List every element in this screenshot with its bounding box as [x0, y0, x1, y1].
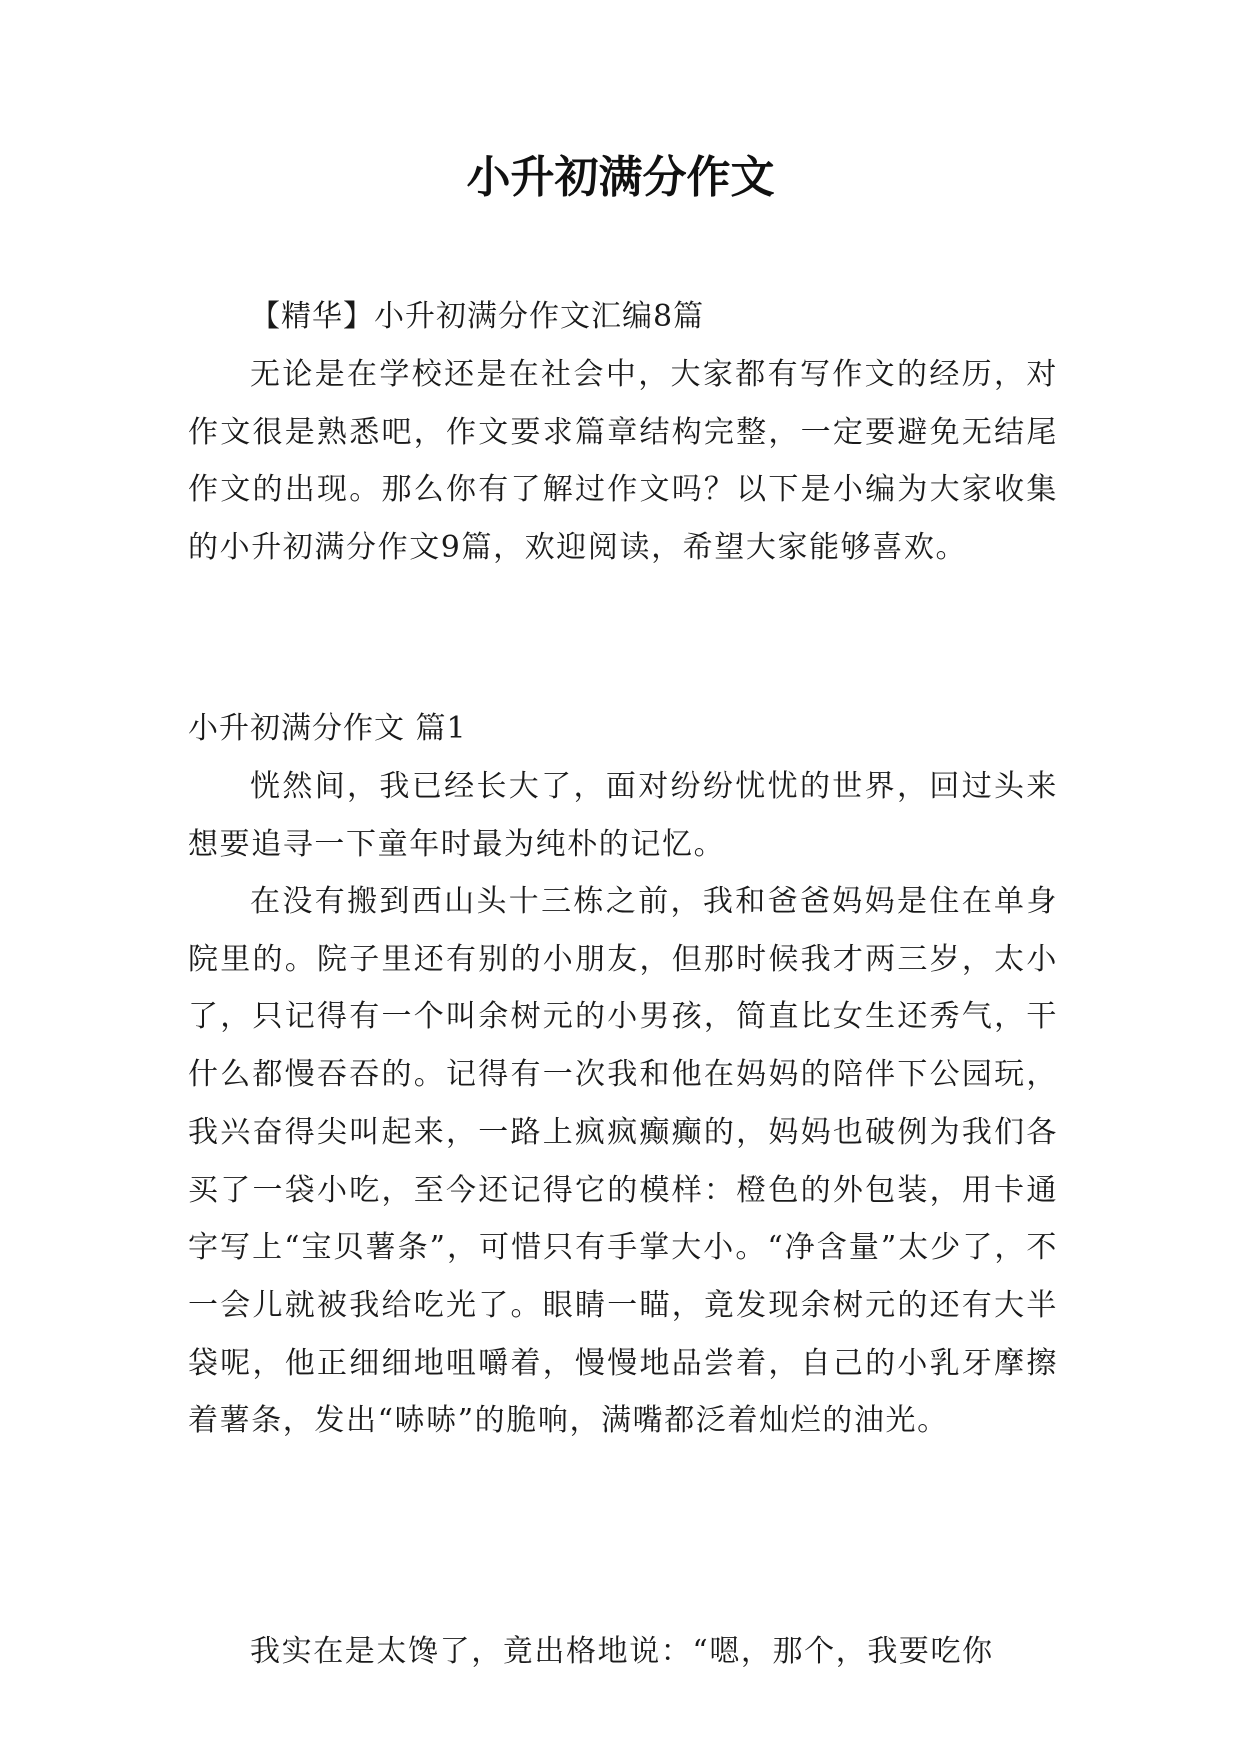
paragraph-3: 我实在是太馋了，竟出格地说：“嗯，那个，我要吃你 [250, 1634, 994, 1669]
document-subtitle: 【精华】小升初满分作文汇编8篇 [250, 299, 705, 334]
paragraph-2: 在没有搬到西山头十三栋之前，我和爸爸妈妈是住在单身院里的。院子里还有别的小朋友，但那时候我才两三岁，太小了，只记得有一个叫余树元的小男孩，简直比女生还秀气，干什么都慢吞吞的。记得有一次我和他在妈妈的陪伴下公园玩，我兴奋得尖叫起来，一路上疯疯癫癫的，妈妈也破例为我们各买了一袋小吃，至今还记得它的模样：橙色的外包装，用卡通字写上“宝贝薯条”，可惜只有手掌大小。“净含量”太少了，不一会儿就被我给吃光了。眼睛一瞄，竟发现余树元的还有大半袋呢，他正细细地咀嚼着，慢慢地品尝着，自己的小乳牙摩擦着薯条，发出“哧哧”的脆响，满嘴都泛着灿烂的油光。 [188, 884, 1058, 1439]
paragraph-1: 恍然间，我已经长大了，面对纷纷忧忧的世界，回过头来想要追寻一下童年时最为纯朴的记忆。 [188, 769, 1058, 862]
document-title: 小升初满分作文 [466, 152, 775, 203]
intro-paragraph: 无论是在学校还是在社会中，大家都有写作文的经历，对作文很是熟悉吧，作文要求篇章结构完整，一定要避免无结尾作文的出现。那么你有了解过作文吗？以下是小编为大家收集的小升初满分作文9篇，欢迎阅读，希望大家能够喜欢。 [188, 357, 1058, 566]
section-heading: 小升初满分作文 篇1 [188, 711, 467, 746]
